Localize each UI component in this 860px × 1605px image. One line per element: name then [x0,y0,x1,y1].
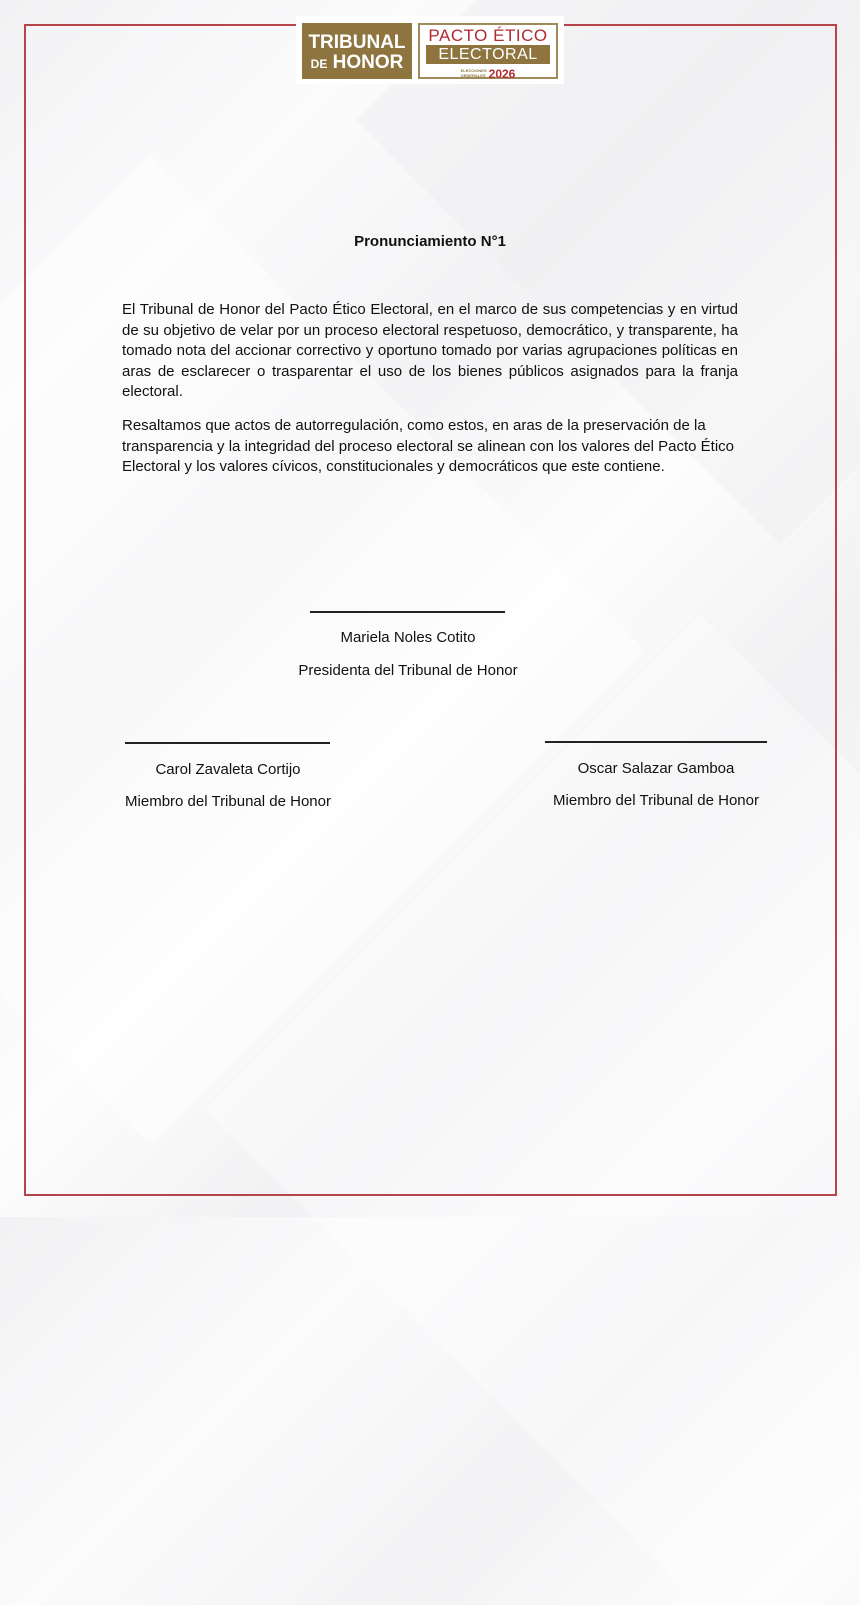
logo-elecciones-row [420,65,556,79]
logo-de-text: DE [310,57,328,71]
paragraph-1: El Tribunal de Honor del Pacto Ético Electoral, en el marco de sus competencias y en virtud de su objetivo de velar por un proceso electoral respetuoso, democrático, y transparente, ha tomado nota del accionar correctivo y oportuno tomado por varias agrupaciones políticas en aras de esclarecer o trasparentar el uso de los bienes públicos asignados para la franja electoral. [122,301,738,400]
signature-line-president [310,611,505,613]
logo-year: 2026 [488,66,516,81]
signature-line-member-left [125,742,330,744]
signature-role-member-right: Miembro del Tribunal de Honor [553,792,759,809]
logo-pacto-etico-text: PACTO ÉTICO [428,26,548,45]
signature-role-member-left: Miembro del Tribunal de Honor [125,793,331,810]
logo-electoral-text: ELECTORAL [426,45,550,64]
signature-role-president: Presidenta del Tribunal de Honor [298,662,518,679]
logo-honor-text: HONOR [332,52,404,73]
tribunal-de-honor-logo [302,23,412,79]
header-logo [296,16,564,84]
logo-elecciones-text: ELECCIONES [460,68,487,74]
signature-name-member-right: Oscar Salazar Gamboa [577,760,735,777]
page-border [24,24,837,1196]
pacto-etico-logo [418,23,558,79]
signature-line-member-right [545,741,767,743]
document-title: Pronunciamiento N°1 [354,233,506,250]
logo-de-honor-text [302,53,412,72]
signature-name-member-left: Carol Zavaleta Cortijo [155,761,301,778]
paragraph-2: Resaltamos que actos de autorregulación, como estos, en aras de la preservación de la transparencia y la integridad del proceso electoral se alinean con los valores del Pacto Ético Electoral y los valores cívicos, constitucionales y democráticos que este contiene. [122,417,735,475]
logo-generales-text: GENERALES [460,72,486,78]
signature-name-president: Mariela Noles Cotito [340,629,476,646]
logo-tribunal-text: TRIBUNAL [308,32,406,53]
logo-elecciones-generales [461,69,487,78]
